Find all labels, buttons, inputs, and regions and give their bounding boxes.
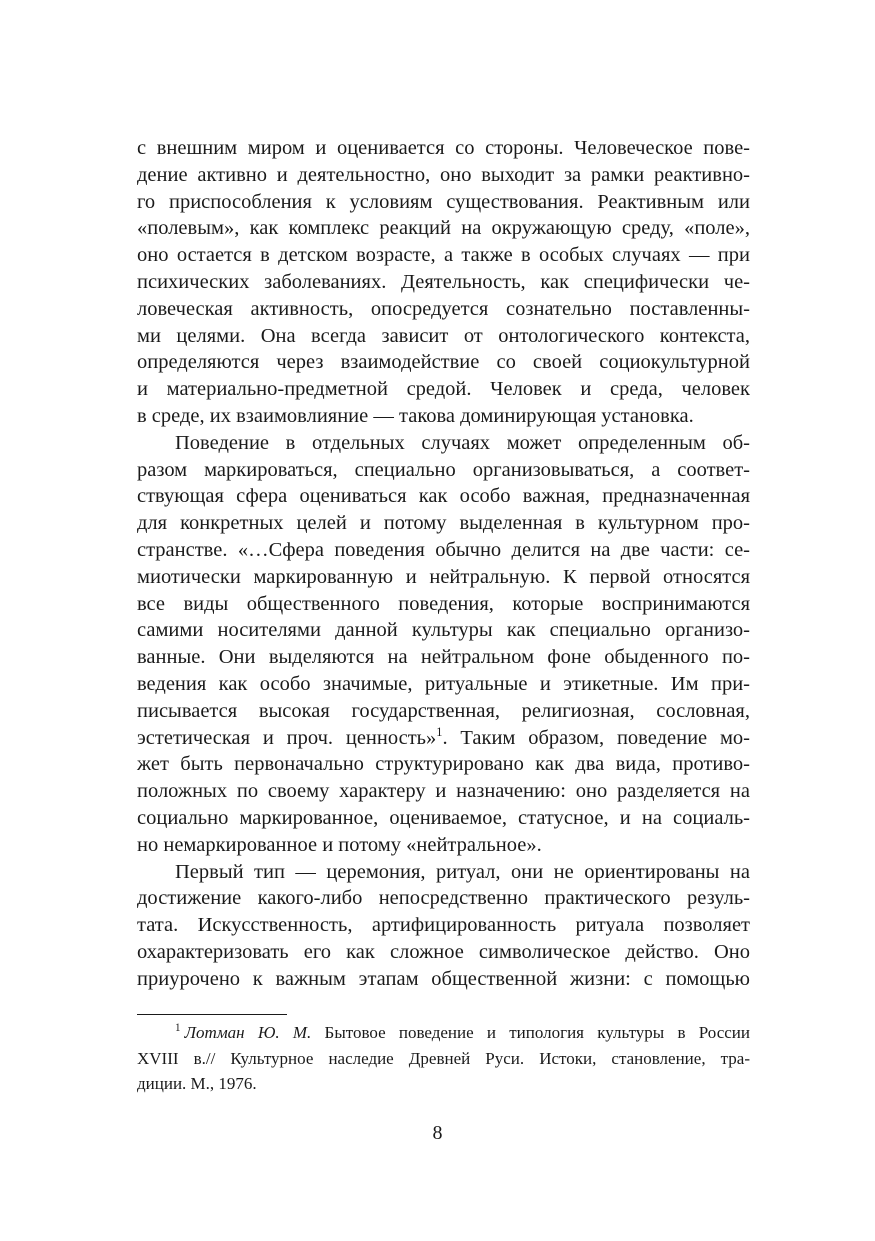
text-line: и материально-предметной средой. Человек и среда, человек <box>137 378 750 401</box>
text-line: положных по своему характеру и назначению: оно разделяется на <box>137 780 750 803</box>
footnote-reference[interactable]: 1 <box>436 724 443 739</box>
text-line: Поведение в отдельных случаях может определенным об- <box>175 431 750 454</box>
text-line: для конкретных целей и потому выделенная в культурном про- <box>137 512 750 535</box>
text-line: ствующая сфера оцениваться как особо важная, предназначенная <box>137 485 750 508</box>
footnote-line <box>137 1020 750 1046</box>
text-line: самими носителями данной культуры как специально организо- <box>137 619 750 642</box>
text-line: достижение какого-либо непосредственно практического резуль- <box>137 887 750 910</box>
text-line: «полевым», как комплекс реакций на окружающую среду, «поле», <box>137 217 750 240</box>
text-line: ми целями. Она всегда зависит от онтологического контекста, <box>137 324 750 347</box>
footnote-marker: 1 <box>175 1022 181 1035</box>
text-segment: эстетическая и проч. ценность» <box>137 726 437 749</box>
text-line: с внешним миром и оценивается со стороны. Человеческое пове- <box>137 137 750 159</box>
text-line: миотически маркированную и нейтральную. К первой относятся <box>137 565 750 588</box>
text-segment: . Таким образом, поведение мо- <box>442 726 750 749</box>
footnote-divider <box>137 1014 287 1015</box>
text-line: разом маркироваться, специально организовываться, а соответ- <box>137 458 750 481</box>
text-line: оно остается в детском возрасте, а также в особых случаях — при <box>137 244 750 267</box>
text-line: странстве. «…Сфера поведения обычно делится на две части: се- <box>137 538 750 561</box>
text-line: дение активно и деятельностно, оно выходит за рамки реактивно- <box>137 163 750 186</box>
text-line: ловеческая активность, опосредуется сознательно поставленны- <box>137 297 750 320</box>
text-line: но немаркированное и потому «нейтральное». <box>137 833 542 856</box>
footnote-author: Лотман Ю. М. <box>184 1023 312 1042</box>
text-line: психических заболеваниях. Деятельность, как специфически че- <box>137 270 750 293</box>
text-line: социально маркированное, оцениваемое, статусное, и на социаль- <box>137 806 750 829</box>
text-line: ведения как особо значимые, ритуальные и этикетные. Им при- <box>137 672 750 695</box>
text-line: приурочено к важным этапам общественной жизни: с помощью <box>137 967 750 990</box>
footnote-line: XVIII в.// Культурное наследие Древней Руси. Истоки, становление, тра- <box>137 1048 750 1068</box>
footnote-text: Бытовое поведение и типология культуры в России <box>311 1023 750 1042</box>
footnote <box>137 1020 750 1097</box>
text-line: писывается высокая государственная, религиозная, сословная, <box>137 699 750 722</box>
text-line: Первый тип — церемония, ритуал, они не ориентированы на <box>175 860 750 883</box>
text-line: ванные. Они выделяются на нейтральном фоне обыденного по- <box>137 646 750 669</box>
body-text <box>137 135 750 993</box>
page-number: 8 <box>432 1122 443 1144</box>
text-line-with-footnote-ref <box>137 725 750 752</box>
text-line: го приспособления к условиям существования. Реактивным или <box>137 190 750 213</box>
text-line: все виды общественного поведения, которые воспринимаются <box>137 592 750 615</box>
text-line: жет быть первоначально структурировано как два вида, противо- <box>137 753 750 776</box>
text-line: тата. Искусственность, артифицированность ритуала позволяет <box>137 914 750 937</box>
text-line: определяются через взаимодействие со своей социокультурной <box>137 351 750 374</box>
text-line: в среде, их взаимовлияние — такова доминирующая установка. <box>137 404 694 427</box>
text-line: охарактеризовать его как сложное символическое действо. Оно <box>137 940 750 963</box>
footnote-line: диции. М., 1976. <box>137 1074 257 1093</box>
